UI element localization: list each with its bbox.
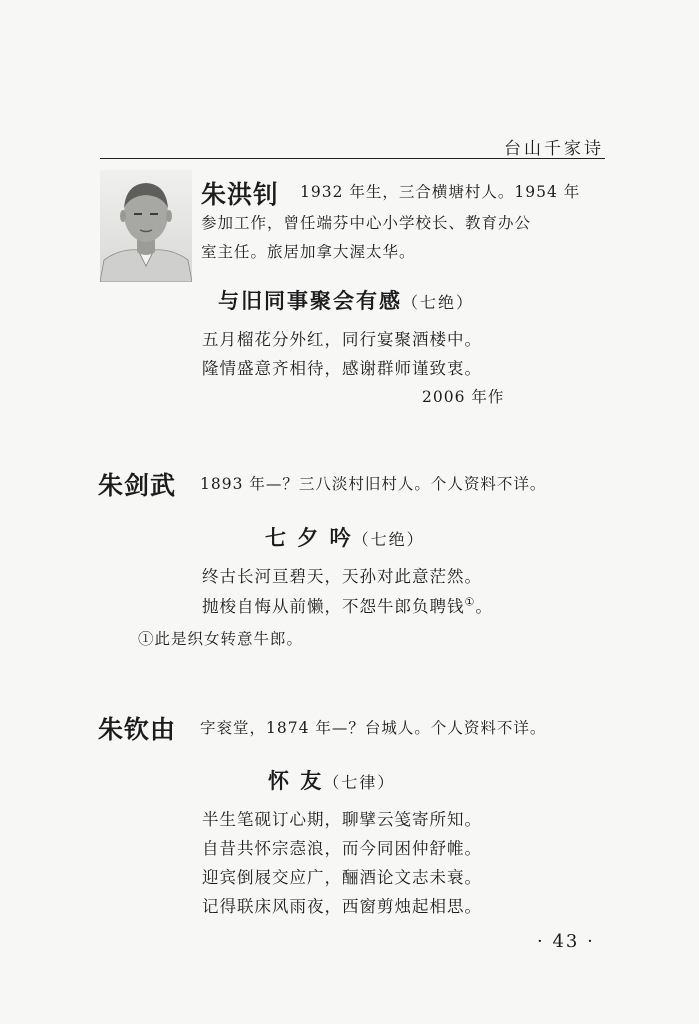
poem-form: （七绝） [402, 293, 475, 312]
poem-title-text: 与旧同事聚会有感 [218, 289, 402, 313]
poem-line: 隆情盛意齐相待，感谢群师谨致衷。 [202, 359, 482, 378]
running-head: 台山千家诗 [504, 139, 604, 159]
poem-form: （七律） [323, 773, 396, 792]
author-bio-line: 字衮堂，1874 年—？台城人。个人资料不详。 [200, 719, 547, 737]
author-name: 朱钦由 [98, 715, 177, 744]
footnote-marker: ① [464, 595, 476, 609]
poem-title [265, 522, 425, 552]
poem-title [268, 765, 395, 795]
poem-line-text: 抛梭自悔从前懒，不怨牛郎负聘钱 [202, 597, 465, 616]
poem-date: 2006 年作 [422, 388, 505, 406]
poem-title [218, 285, 474, 315]
line-end-punctuation: 。 [475, 597, 493, 616]
poem-line: 终古长河亘碧天，天孙对此意茫然。 [202, 567, 482, 586]
author-bio-line: 1932 年生，三合横塘村人。1954 年 [300, 183, 581, 201]
poem-form: （七绝） [352, 530, 425, 549]
author-bio-line: 1893 年—？三八淡村旧村人。个人资料不详。 [200, 475, 547, 493]
author-bio-line: 参加工作，曾任端芬中心小学校长、教育办公 [201, 214, 532, 232]
poem-line [202, 593, 493, 617]
poem-line: 半生笔砚订心期，聊擘云笺寄所知。 [202, 810, 482, 829]
author-bio-line: 室主任。旅居加拿大渥太华。 [201, 243, 416, 261]
poem-line: 迎宾倒屐交应广，酾酒论文志未衰。 [202, 868, 482, 887]
footnote: ①此是织女转意牛郎。 [138, 630, 304, 648]
poem-title-text: 怀 友 [268, 769, 324, 793]
poem-line: 自昔共怀宗悫浪，而今同困仲舒帷。 [202, 839, 482, 858]
poem-title-text: 七 夕 吟 [265, 526, 353, 550]
author-name: 朱洪钊 [201, 180, 280, 209]
poem-line: 五月榴花分外红，同行宴聚酒楼中。 [202, 330, 482, 349]
author-portrait-photo [100, 170, 192, 282]
author-name: 朱剑武 [98, 471, 177, 500]
poem-line: 记得联床风雨夜，西窗剪烛起相思。 [202, 897, 482, 916]
page-number: · 43 · [537, 931, 595, 952]
header-rule [100, 158, 605, 159]
